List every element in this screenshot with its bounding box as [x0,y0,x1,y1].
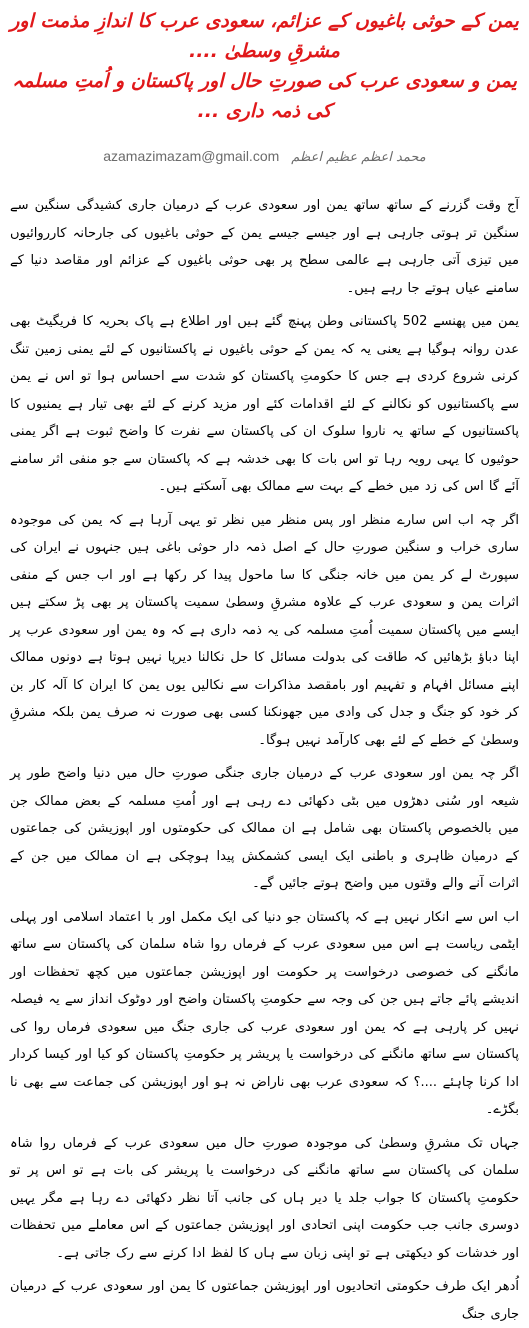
headline-line-1: یمن کے حوثی باغیوں کے عزائم، سعودی عرب کا اندازِ مذمت اور مشرقِ وسطیٰ .... [10,10,519,62]
author-name: محمد اعظم عظیم اعظم [291,150,426,165]
byline [10,148,519,170]
paragraph-4: اگر چہ یمن اور سعودی عرب کے درمیان جاری جنگی صورتِ حال میں دنیا واضح طور پر شیعہ اور سُنی دھڑوں میں بٹی دکھائی دے رہی ہے اور اُمتِ مسلمہ کے بعض ممالک جن میں بالخصوص پاکستان بھی شامل ہے ان ممالک کی حکومتوں اور اپوزیشن کی جماعتوں کے درمیان ظاہری و باطنی ایک ایسی کشمکش پیدا ہوچکی ہے ان ممالک میں جن کے اثرات آنے والے وقتوں میں واضح ہوتے جائیں گے۔ [10,766,519,891]
paragraph-1: آج وقت گزرنے کے ساتھ ساتھ یمن اور سعودی عرب کے درمیان جاری کشیدگی سنگین سے سنگین تر ہوتی جارہی ہے اور جیسے جیسے یمن کے حوثی باغیوں کی جارحانہ کارروائیوں میں تیزی آتی جارہی ہے عالمی سطح پر بھی حوثی باغیوں کے عزائم اور مقاصد دنیا کے سامنے عیاں ہوتے جا رہے ہیں۔ [10,198,519,296]
article-body [10,192,519,1328]
paragraph-5: اب اس سے انکار نہیں ہے کہ پاکستان جو دنیا کی ایک مکمل اور با اعتماد اسلامی اور پہلی ایٹمی ریاست ہے اس میں سعودی عرب کے فرماں روا شاہ سلمان کی پاکستان سے ساتھ مانگنے کی خصوصی درخواست پر حکومت اور اپوزیشن جماعتوں میں کچھ تحفظات اور اندیشے پائے جاتے ہیں جن کی وجہ سے حکومتِ پاکستان واضح اور دوٹوک انداز سے یہ فیصلہ نہیں کر پارہی ہے کہ یمن اور سعودی عرب کی جاری جنگ میں سعودی فرماں روا کی پاکستان سے ساتھ مانگنے کی درخواست یا پریشر پر حکومتِ پاکستان کو کیا اور کیسا کردار ادا کرنا چاہئے ....؟ کہ سعودی عرب بھی ناراض نہ ہو اور اپوزیشن کی جماعت سے بھی نا بگڑے۔ [10,909,519,1117]
author-email: azamazimazam@gmail.com [103,148,280,164]
headline [10,6,519,126]
paragraph-7: اُدھر ایک طرف حکومتی اتحادیوں اور اپوزیشن جماعتوں کا یمن اور سعودی عرب کے درمیان جاری جنگ [10,1279,519,1322]
paragraph-3: اگر چہ اب اس سارے منظر اور پس منظر میں نظر تو یہی آرہا ہے کہ یمن کی موجودہ ساری خراب و سنگین صورتِ حال کے اصل ذمہ دار حوثی باغی ہیں جنہوں نے ایران کی سپورٹ لے کر یمن میں خانہ جنگی کا سا ماحول پیدا کر رکھا ہے اور اب جس کے منفی اثرات یمن و سعودی عرب کے علاوہ مشرقِ وسطیٰ سمیت پاکستان پر بھی پڑ سکتے ہیں ایسے میں پاکستان سمیت اُمتِ مسلمہ کی یہ ذمہ داری ہے کہ وہ یمن اور سعودی عرب پر اپنا دباؤ بڑھائیں کہ طاقت کی بدولت مسائل کا حل نکالنا دیرپا نہیں ہوتا ہے دونوں ممالک اپنے مسائل افہام و تفہیم اور بامقصد مذاکرات سے نکالیں یوں یمن کا ایران کا آلہ کار بن کر خود کو جنگ و جدل کی وادی میں جھونکنا کسی بھی صورت نہ صرف یمن بلکہ مشرقِ وسطیٰ کے خطے کے لئے بھی کارآمد نہیں ہوگا۔ [10,512,519,748]
paragraph-2: یمن میں پھنسے 502 پاکستانی وطن پہنچ گئے ہیں اور اطلاع ہے پاک بحریہ کا فریگیٹ بھی عدن روانہ ہوگیا ہے یعنی یہ کہ یمن کے حوثی باغیوں نے پاکستانیوں کے لئے یمنی زمین تنگ کرنی شروع کردی ہے جس کا حکومتِ پاکستان کو شدت سے احساس ہوا تو اس نے یمن سے پاکستانیوں کو نکالنے کے لئے اقدامات کئے اور مزید کرنے کے لئے بھی تیار ہے یمنیوں کا پاکستانیوں کے ساتھ یہ ناروا سلوک ان کی پاکستان سے نفرت کا واضح ثبوت ہے اگر یمنی حوثیوں کا یہی رویہ رہا تو اس بات کا بھی خدشہ ہے کہ پاکستان سے جو منفی اثر سامنے آئے گا اس کی زد میں خطے کے بہت سے ممالک بھی آسکتے ہیں۔ [10,314,519,494]
headline-line-2: یمن و سعودی عرب کی صورتِ حال اور پاکستان و اُمتِ مسلمہ کی ذمہ داری ... [12,70,517,122]
paragraph-6: جہاں تک مشرقِ وسطیٰ کی موجودہ صورتِ حال میں سعودی عرب کے فرماں روا شاہ سلمان کی پاکستان سے ساتھ مانگنے کی درخواست یا پریشر کی بات ہے تو اس پر تو حکومتِ پاکستان کا جواب جلد یا دیر ہاں کی جانب آتا نظر دکھائی دے رہا ہے مگر یہیں دوسری جانب جب حکومت اپنی اتحادی اور اپوزیشن جماعتوں کے اس معاملے میں تحفظات اور خدشات کو دیکھتی ہے تو اپنی زبان سے ہاں کا لفظ ادا کرنے سے رک جاتی ہے۔ [10,1135,519,1261]
